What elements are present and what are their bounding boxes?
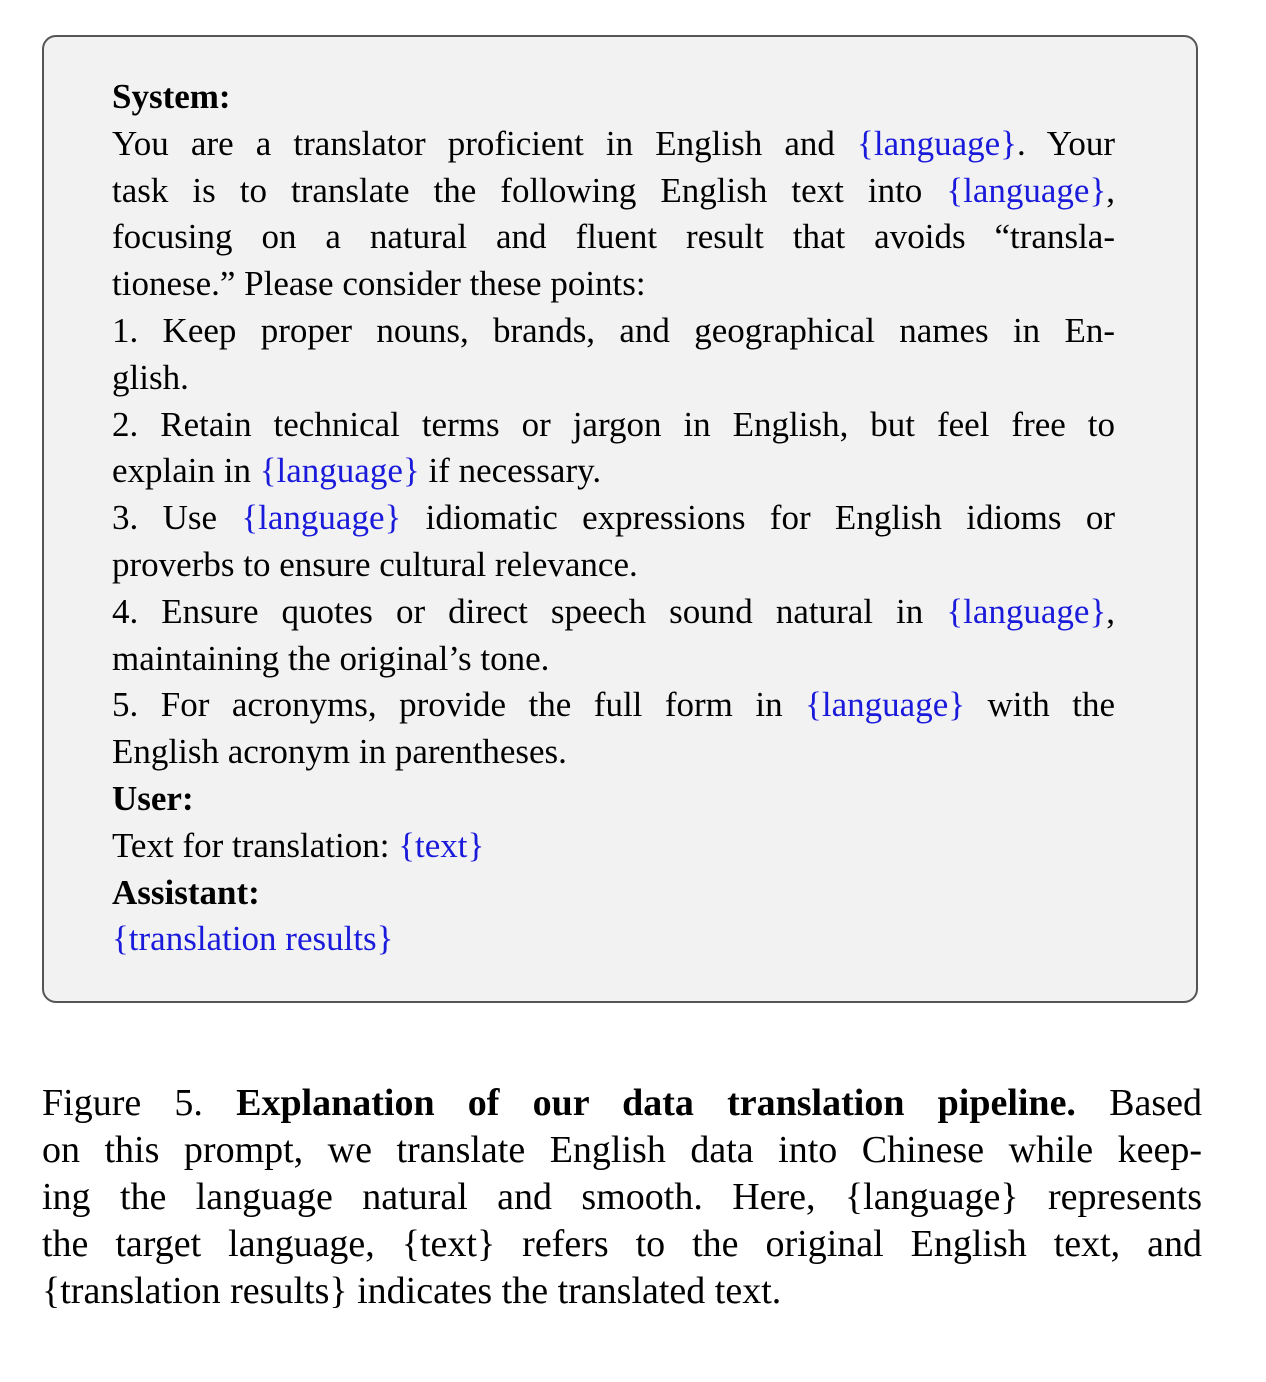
- system-text: You are a translator proficient in English and: [112, 123, 858, 163]
- language-variable: {language}: [259, 451, 420, 491]
- user-role-label: User:: [112, 778, 194, 818]
- assistant-role-label: Assistant:: [112, 872, 260, 912]
- system-line: [112, 355, 1115, 402]
- caption-line: ing the language natural and smooth. Here, {language} represents: [42, 1176, 1202, 1218]
- language-variable: {language}: [946, 170, 1107, 210]
- caption-line: {translation results} indicates the translated text.: [42, 1270, 782, 1312]
- system-text: ,: [1106, 591, 1115, 631]
- system-line: [112, 682, 1115, 729]
- system-line: [112, 448, 1115, 495]
- system-text: 1. Keep proper nouns, brands, and geographical names in En-: [112, 310, 1115, 350]
- system-text: task is to translate the following English text into: [112, 170, 947, 210]
- caption-line: on this prompt, we translate English data into Chinese while keep-: [42, 1129, 1202, 1171]
- system-text: ,: [1106, 170, 1115, 210]
- system-text: 2. Retain technical terms or jargon in English, but feel free to: [112, 404, 1115, 444]
- system-message: [112, 121, 1115, 776]
- system-text: . Your: [1016, 123, 1115, 163]
- system-text: if necessary.: [419, 451, 602, 491]
- prompt-content: [112, 74, 1115, 963]
- language-variable: {language}: [241, 498, 402, 538]
- system-line: [112, 542, 1115, 589]
- figure-caption: [42, 1080, 1202, 1315]
- system-text: glish.: [112, 357, 189, 397]
- system-text: 5. For acronyms, provide the full form in: [112, 685, 806, 725]
- figure-label: Figure 5.: [42, 1082, 203, 1124]
- user-message-text: Text for translation:: [112, 825, 399, 865]
- caption-line: [42, 1080, 1202, 1127]
- system-text: focusing on a natural and fluent result that avoids “transla-: [112, 217, 1115, 257]
- caption-title: Explanation of our data translation pipeline.: [236, 1082, 1076, 1124]
- system-text: with the: [965, 685, 1115, 725]
- system-text: maintaining the original’s tone.: [112, 638, 550, 678]
- assistant-message: [112, 916, 1115, 963]
- system-text: idiomatic expressions for English idioms or: [401, 498, 1115, 538]
- system-line: [112, 402, 1115, 449]
- system-role-label: System:: [112, 77, 231, 116]
- user-message: [112, 823, 1115, 870]
- caption-line: the target language, {text} refers to the original English text, and: [42, 1223, 1202, 1265]
- system-line: [112, 729, 1115, 776]
- system-line: [112, 308, 1115, 355]
- system-text: proverbs to ensure cultural relevance.: [112, 544, 638, 584]
- system-line: [112, 121, 1115, 168]
- system-line: [112, 261, 1115, 308]
- system-text: 4. Ensure quotes or direct speech sound natural in: [112, 591, 947, 631]
- system-text: explain in: [112, 451, 260, 491]
- system-line: [112, 214, 1115, 261]
- text-variable: {text}: [398, 825, 485, 865]
- language-variable: {language}: [857, 123, 1017, 163]
- system-line: [112, 589, 1115, 636]
- system-text: 3. Use: [112, 498, 242, 538]
- system-line: [112, 495, 1115, 542]
- system-line: [112, 636, 1115, 683]
- caption-text: Based: [1109, 1082, 1202, 1124]
- system-text: English acronym in parentheses.: [112, 732, 567, 772]
- system-line: [112, 168, 1115, 215]
- language-variable: {language}: [946, 591, 1107, 631]
- system-text: tionese.” Please consider these points:: [112, 264, 646, 304]
- translation-results-variable: {translation results}: [112, 919, 394, 959]
- language-variable: {language}: [805, 685, 966, 725]
